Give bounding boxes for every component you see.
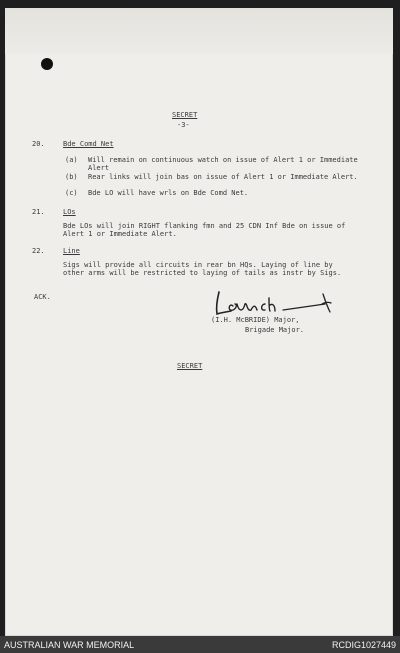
section-body: Sigs will provide all circuits in rear bn HQs. Laying of line by other arms will be restricted to laying of tails as instr by Sigs. xyxy=(63,261,342,277)
signature-name: (I.H. McBRIDE) Major, xyxy=(211,316,300,324)
section-number: 22. xyxy=(32,247,45,255)
item-label: (a) xyxy=(65,156,78,164)
section-heading: Bde Comd Net xyxy=(63,140,114,148)
classification-top: SECRET xyxy=(172,111,198,119)
classification-bottom: SECRET xyxy=(177,362,203,370)
punch-hole xyxy=(41,58,53,70)
document-page xyxy=(5,8,393,636)
section-body: Bde LOs will join RIGHT flanking fmn and 25 CDN Inf Bde on issue of Alert 1 or Immediate Alert. xyxy=(63,222,346,238)
archive-footer xyxy=(0,636,400,653)
item-text: Will remain on continuous watch on issue of Alert 1 or Immediate Alert xyxy=(88,156,358,172)
signature-scrawl xyxy=(213,290,353,318)
section-heading: Line xyxy=(63,247,80,255)
section-number: 21. xyxy=(32,208,45,216)
footer-right-id: RCDIG1027449 xyxy=(331,640,396,650)
item-label: (c) xyxy=(65,189,78,197)
signature-title: Brigade Major. xyxy=(245,326,305,334)
page-number: -3- xyxy=(177,121,190,129)
section-heading: LOs xyxy=(63,208,76,216)
section-number: 20. xyxy=(32,140,45,148)
item-text: Bde LO will have wrls on Bde Comd Net. xyxy=(88,189,249,197)
footer-left-label: AUSTRALIAN WAR MEMORIAL xyxy=(4,640,135,650)
item-text: Rear links will join bas on issue of Alert 1 or Immediate Alert. xyxy=(88,173,358,181)
ack-mark: ACK. xyxy=(34,293,51,301)
item-label: (b) xyxy=(65,173,78,181)
page-top-shadow xyxy=(5,8,393,54)
